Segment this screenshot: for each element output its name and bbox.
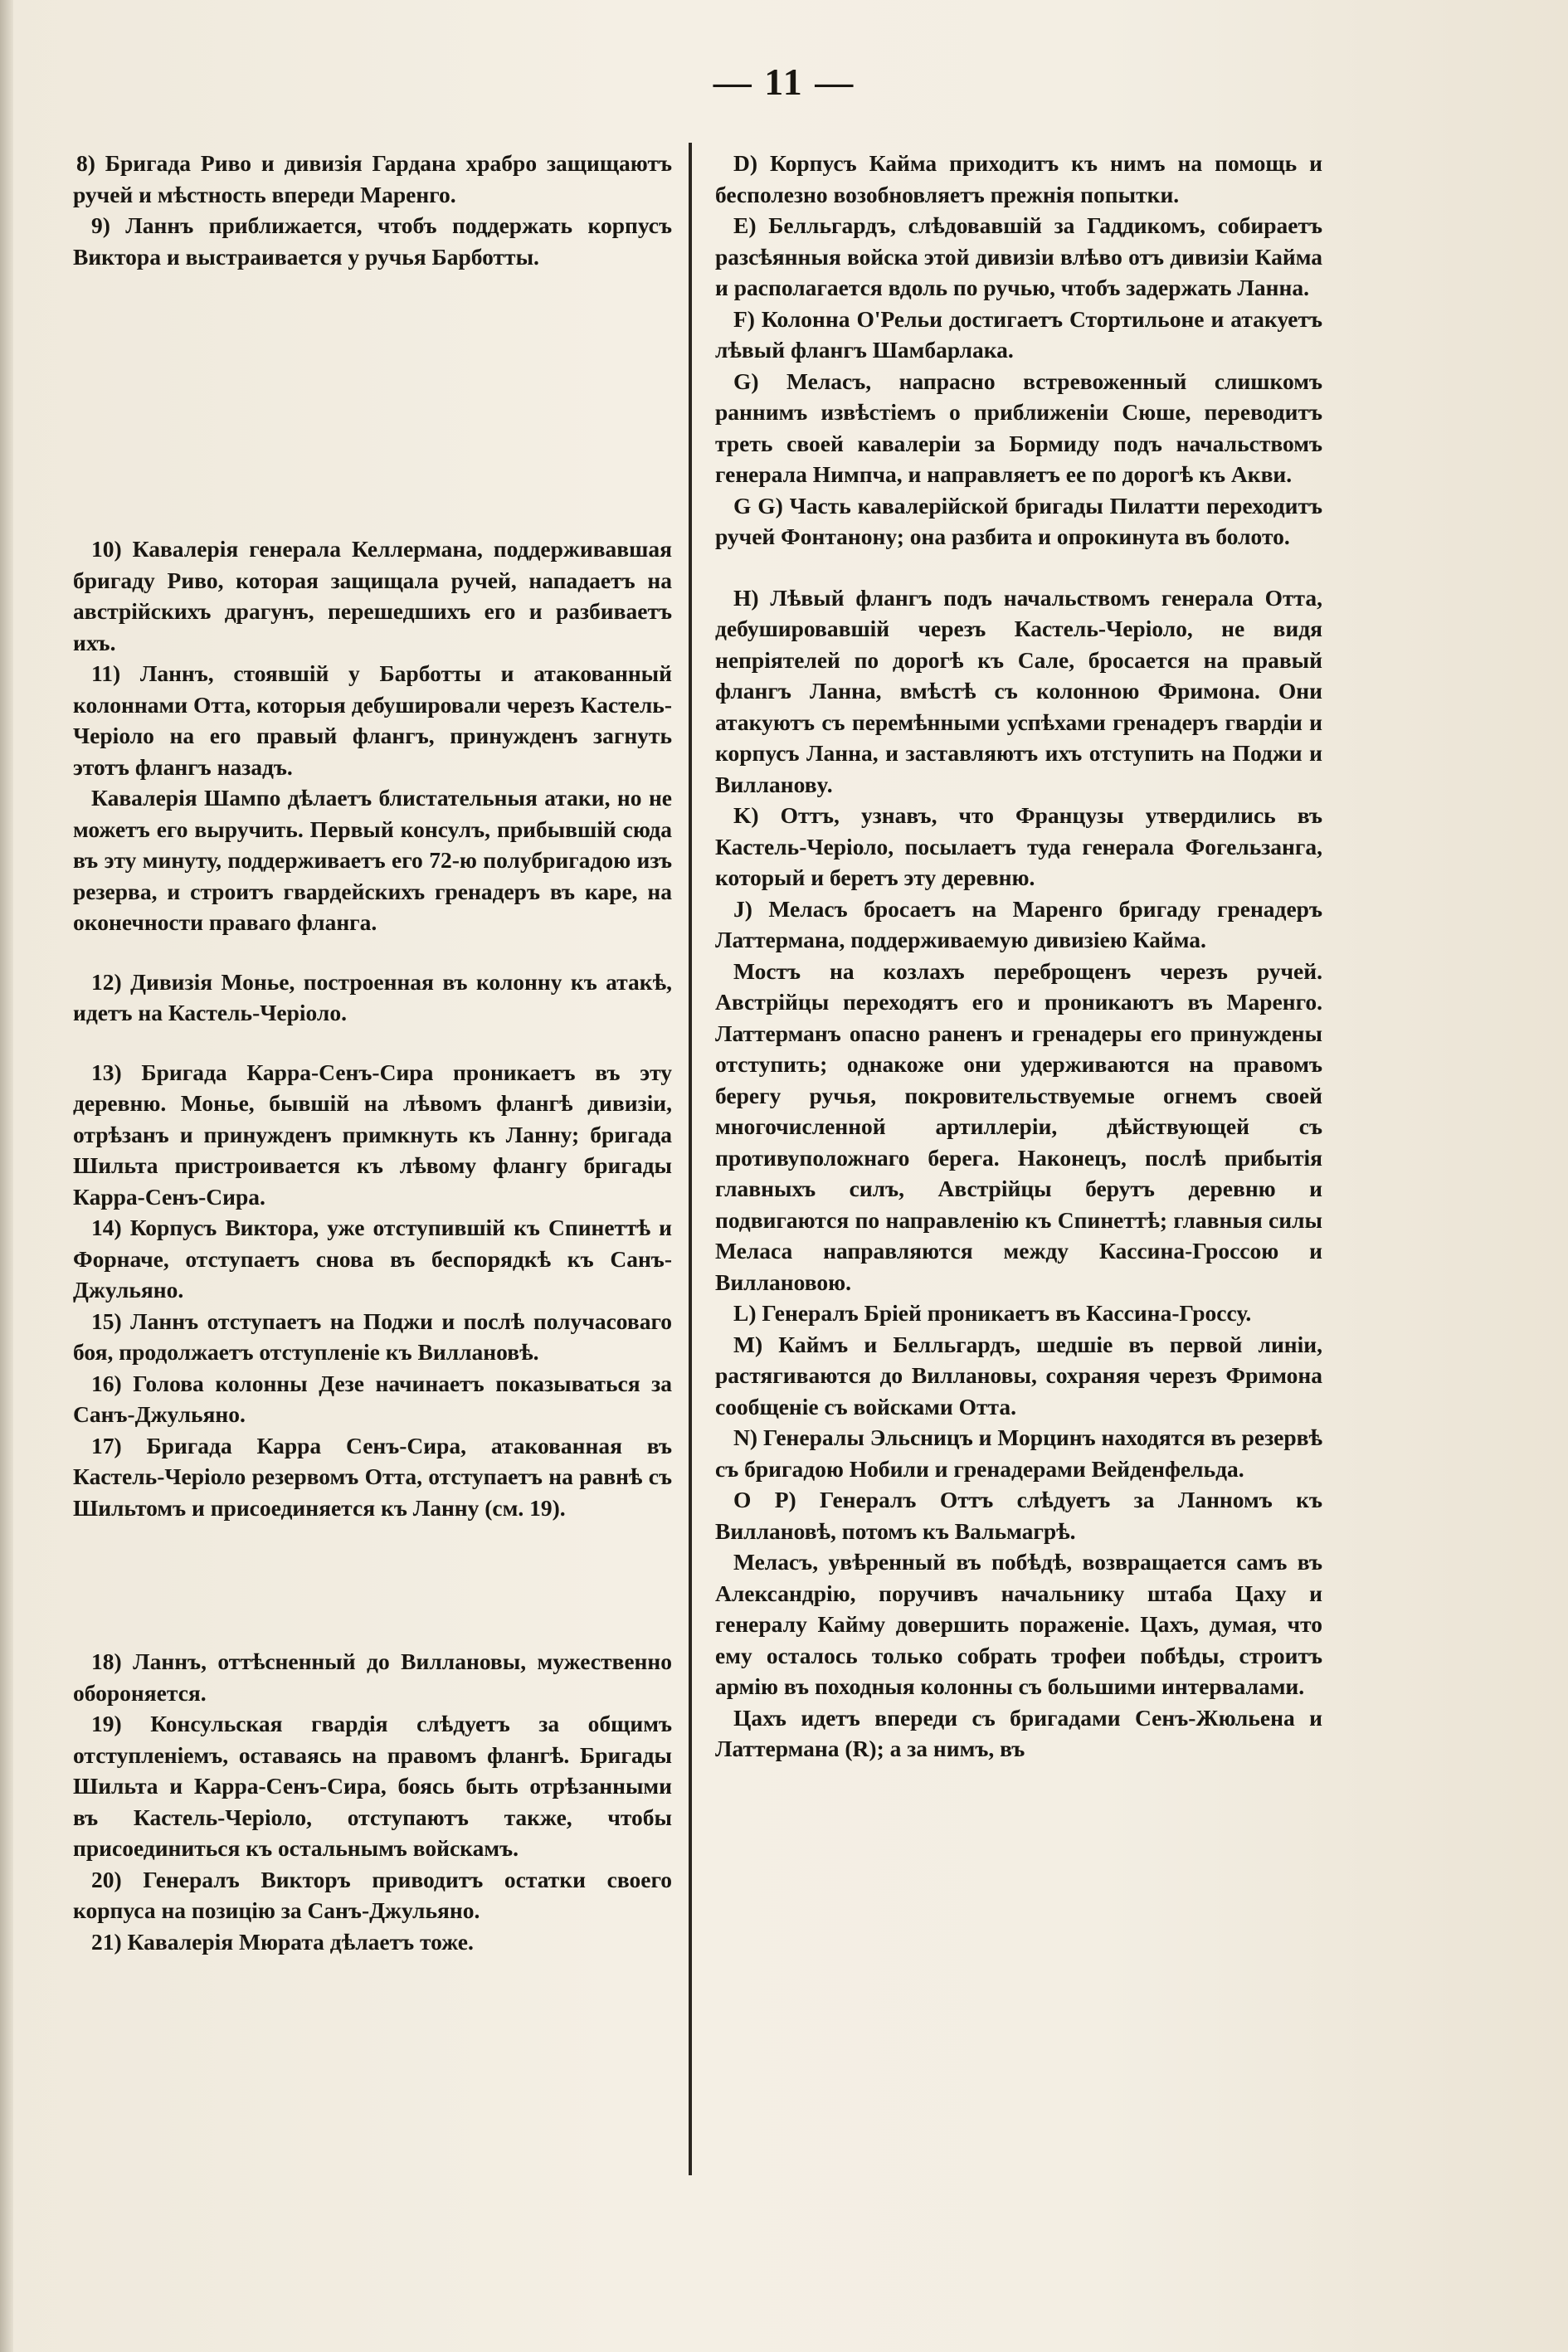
- paragraph: H) Лѣвый флангъ подъ начальствомъ генерала Отта, дебушировавшій черезъ Кастель-Черіоло, не видя непріятелей по дорогѣ къ Сале, бросается на правый флангъ Ланна, вмѣстѣ съ колонною Фримона. Они атакуютъ съ перемѣнными успѣхами гренадеръ гвардіи и корпусъ Ланна, и заставляютъ ихъ отступить на Поджи и Виллановy.: [715, 584, 1322, 797]
- paragraph: 21) Кавалерія Мюрата дѣлаетъ тоже.: [91, 1928, 474, 1955]
- left-column: [73, 148, 672, 1957]
- page-edge-shadow: [0, 0, 13, 2352]
- paragraph: L) Генералъ Бріей проникаетъ въ Кассина-Гроссу.: [733, 1300, 1252, 1326]
- paragraph: 17) Бригада Карра Сенъ-Сира, атакованная въ Кастель-Черіоло резервомъ Отта, отступаетъ на равнѣ съ Шильтомъ и присоединяется къ Ланну (см. 19).: [73, 1432, 672, 1521]
- paragraph: 10) Кавалерія генерала Келлермана, поддерживавшая бригаду Риво, которая защищала ручей, нападаетъ на австрійскихъ драгунъ, перешедшихъ его и разбиваетъ ихъ.: [73, 536, 672, 655]
- paragraph: Мостъ на козлахъ переброщенъ черезъ ручей. Австрійцы переходятъ его и проникаютъ въ Маренго. Латтерманъ опасно раненъ и гренадеры его принуждены отступить; однакоже они удерживаются на правомъ берегу ручья, покровительствуемые огнемъ своей многочисленной артиллеріи, дѣйствующей съ противуположнаго берега. Наконецъ, послѣ прибытія главныхъ силъ, Австрійцы берутъ деревню и подвигаются по направленію къ Спинеттѣ; главныя силы Меласа направляются между Кассина-Гроссою и Виллановою.: [715, 957, 1322, 1295]
- paragraph: E) Белльгардъ, слѣдовавшій за Гаддикомъ, собираетъ разсѣянныя войска этой дивизіи влѣво отъ дивизіи Кайма и располагается вдоль по ручью, чтобъ задержать Ланна.: [715, 212, 1322, 300]
- paragraph: G G) Часть кавалерійской бригады Пилатти переходитъ ручей Фонтанону; она разбита и опрокинута въ болото.: [715, 492, 1322, 549]
- paragraph: K) Оттъ, узнавъ, что Французы утвердились въ Кастель-Черіоло, посылаетъ туда генерала Фогельзанга, который и беретъ эту деревню.: [715, 802, 1322, 890]
- paragraph: D) Корпусъ Кайма приходитъ къ нимъ на помощь и бесполезно возобновляетъ прежнія попытки.: [715, 150, 1322, 207]
- paragraph: N) Генералы Эльсницъ и Морцинъ находятся въ резервѣ съ бригадою Нобили и гренадерами Вейденфельда.: [715, 1424, 1322, 1482]
- paragraph: 11) Ланнъ, стоявшій у Барботты и атакованный колоннами Отта, которыя дебушировали черезъ Кастель-Черіоло на его правый флангъ, принужденъ загнуть этотъ флангъ назадъ.: [73, 660, 672, 780]
- paragraph: 15) Ланнъ отступаетъ на Поджи и послѣ получасоваго боя, продолжаетъ отступленіе къ Виллановѣ.: [73, 1307, 672, 1365]
- paragraph: 13) Бригада Карра-Сенъ-Сира проникаетъ въ эту деревню. Монье, бывшій на лѣвомъ флангѣ дивизіи, отрѣзанъ и принужденъ примкнуть къ Ланну; бригада Шильта пристроивается къ лѣвому флангу бригады Карра-Сенъ-Сира.: [73, 1059, 672, 1210]
- paragraph: 12) Дивизія Монье, построенная въ колонну къ атакѣ, идетъ на Кастель-Черіоло.: [73, 968, 672, 1025]
- paragraph: 14) Корпусъ Виктора, уже отступившій къ Спинеттѣ и Форначе, отступаетъ снова въ беспорядкѣ къ Санъ-Джульяно.: [73, 1215, 672, 1303]
- paragraph: O P) Генералъ Оттъ слѣдуетъ за Ланномъ къ Виллановѣ, потомъ къ Вальмагрѣ.: [715, 1487, 1322, 1544]
- right-column: [715, 148, 1322, 1765]
- paragraph: 18) Ланнъ, оттѣсненный до Виллановы, мужественно обороняется.: [73, 1648, 672, 1706]
- paragraph: 16) Голова колонны Дезе начинаетъ показываться за Санъ-Джульяно.: [73, 1370, 672, 1427]
- paragraph: M) Каймъ и Белльгардъ, шедшіе въ первой линіи, растягиваются до Виллановы, сохраняя черезъ Фримона сообщеніе съ войсками Отта.: [715, 1331, 1322, 1419]
- paragraph: 8) Бригада Риво и дивизія Гардана храбро защищаютъ ручей и мѣстность впереди Маренго.: [73, 150, 672, 207]
- paragraph: Кавалерія Шампо дѣлаетъ блистательныя атаки, но не можетъ его выручить. Первый консулъ, прибывшій сюда въ эту минуту, поддерживаетъ его 72-ю полубригадою изъ резерва, и строитъ гвардейскихъ гренадеръ въ каре, на оконечности праваго фланга.: [73, 785, 672, 935]
- paragraph: 9) Ланнъ приближается, чтобъ поддержать корпусъ Виктора и выстраивается у ручья Барботты.: [73, 212, 672, 270]
- paragraph: Цахъ идетъ впереди съ бригадами Сенъ-Жюльена и Латтермана (R); а за нимъ, въ: [715, 1704, 1322, 1761]
- paragraph: 19) Консульская гвардія слѣдуетъ за общимъ отступленіемъ, оставаясь на правомъ флангѣ. Бригады Шильта и Карра-Сенъ-Сира, боясь быть отрѣзанными въ Кастель-Черіоло, отступаютъ также, чтобы присоединиться къ остальнымъ войскамъ.: [73, 1711, 672, 1861]
- paragraph: G) Меласъ, напрасно встревоженный слишкомъ раннимъ извѣстіемъ о приближеніи Сюше, переводитъ треть своей кавалеріи за Бормиду подъ начальствомъ генерала Нимпча, и направляетъ ее по дорогѣ къ Акви.: [715, 368, 1322, 487]
- paragraph: J) Меласъ бросаетъ на Маренго бригаду гренадеръ Латтермана, поддерживаемую дивизіею Кайма.: [715, 895, 1322, 952]
- paragraph: 20) Генералъ Викторъ приводитъ остатки своего корпуса на позицію за Санъ-Джульяно.: [73, 1866, 672, 1923]
- paragraph: Меласъ, увѣренный въ побѣдѣ, возвращается самъ въ Александрію, поручивъ начальнику штаба Цаху и генералу Кайму довершить пораженіе. Цахъ, думая, что ему осталось только собрать трофеи побѣды, строитъ армію въ походныя колонны съ большими интервалами.: [715, 1549, 1322, 1699]
- page-number: — 11 —: [713, 61, 855, 103]
- column-divider: [689, 143, 692, 2175]
- paragraph: F) Колонна О'Рельи достигаетъ Стортильоне и атакуетъ лѣвый флангъ Шамбарлака.: [715, 305, 1322, 363]
